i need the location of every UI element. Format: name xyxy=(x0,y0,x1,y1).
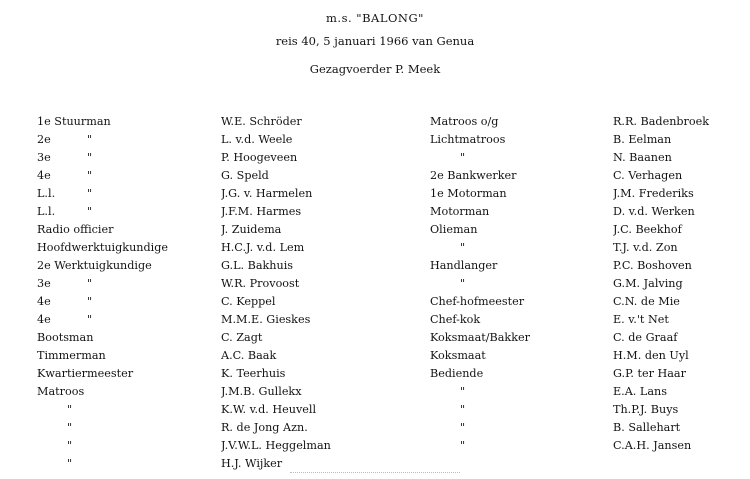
rank-label: Kwartiermeester xyxy=(37,367,134,380)
right-rank-cell xyxy=(430,239,630,257)
left-crew-name: C. Zagt xyxy=(221,331,263,344)
left-crew-name: J.M.B. Gullekx xyxy=(221,385,302,398)
left-rank-cell xyxy=(37,185,237,203)
ditto-mark: " xyxy=(460,277,466,290)
right-crew-name: E.A. Lans xyxy=(613,385,667,398)
right-crew-name: P.C. Boshoven xyxy=(613,259,692,272)
left-crew-name: H.J. Wijker xyxy=(221,457,283,470)
left-rank-cell xyxy=(37,167,237,185)
left-rank-cell xyxy=(37,437,237,455)
rank-label: Bootsman xyxy=(37,331,94,344)
rank-label: 2e xyxy=(37,133,51,146)
rank-label: 4e xyxy=(37,295,51,308)
right-rank-cell xyxy=(430,419,630,437)
left-rank-cell xyxy=(37,203,237,221)
left-crew-name: R. de Jong Azn. xyxy=(221,421,308,434)
left-crew-name: K. Teerhuis xyxy=(221,367,286,380)
left-crew-name: A.C. Baak xyxy=(221,349,277,362)
left-rank-cell xyxy=(37,113,237,131)
left-crew-name: J.F.M. Harmes xyxy=(221,205,302,218)
left-crew-name: M.M.E. Gieskes xyxy=(221,313,311,326)
left-crew-name: W.E. Schröder xyxy=(221,115,302,128)
ditto-mark: " xyxy=(87,277,93,290)
rank-label: Timmerman xyxy=(37,349,106,362)
left-crew-name: W.R. Provoost xyxy=(221,277,300,290)
right-rank-cell xyxy=(430,185,630,203)
ditto-mark: " xyxy=(67,421,73,434)
rank-label: 3e xyxy=(37,151,51,164)
left-name-column xyxy=(221,113,421,473)
rank-label: Olieman xyxy=(430,223,478,236)
ditto-mark: " xyxy=(460,403,466,416)
right-rank-cell xyxy=(430,401,630,419)
right-crew-name: C.N. de Mie xyxy=(613,295,680,308)
right-crew-name: R.R. Badenbroek xyxy=(613,115,710,128)
ditto-mark: " xyxy=(87,313,93,326)
rank-label: 1e Stuurman xyxy=(37,115,111,128)
ditto-mark: " xyxy=(460,421,466,434)
ditto-mark: " xyxy=(87,205,93,218)
right-name-column xyxy=(613,113,750,455)
page-footer-fragment xyxy=(290,472,460,479)
right-rank-cell xyxy=(430,275,630,293)
ditto-mark: " xyxy=(87,169,93,182)
rank-label: Koksmaat xyxy=(430,349,486,362)
right-rank-cell xyxy=(430,329,630,347)
captain-line: Gezagvoerder P. Meek xyxy=(309,62,441,76)
left-crew-name: P. Hoogeveen xyxy=(221,151,298,164)
rank-label: 2e Werktuigkundige xyxy=(37,259,152,272)
left-rank-cell xyxy=(37,293,237,311)
right-crew-name: C. Verhagen xyxy=(613,169,683,182)
left-crew-name: J.V.W.L. Heggelman xyxy=(221,439,331,452)
right-rank-cell xyxy=(430,203,630,221)
right-rank-cell xyxy=(430,311,630,329)
right-rank-cell xyxy=(430,293,630,311)
rank-label: Radio officier xyxy=(37,223,114,236)
right-rank-cell xyxy=(430,167,630,185)
right-rank-cell xyxy=(430,131,630,149)
left-rank-cell xyxy=(37,257,237,275)
right-crew-name: J.C. Beekhof xyxy=(613,223,682,236)
rank-label: Chef-hofmeester xyxy=(430,295,525,308)
rank-label: Hoofdwerktuigkundige xyxy=(37,241,169,254)
ditto-mark: " xyxy=(87,133,93,146)
right-crew-name: G.M. Jalving xyxy=(613,277,683,290)
right-crew-name: D. v.d. Werken xyxy=(613,205,695,218)
rank-label: 4e xyxy=(37,313,51,326)
right-rank-cell xyxy=(430,383,630,401)
rank-label: Matroos xyxy=(37,385,85,398)
rank-label: Chef-kok xyxy=(430,313,481,326)
right-rank-cell xyxy=(430,113,630,131)
left-rank-column xyxy=(37,113,237,473)
ditto-mark: " xyxy=(460,385,466,398)
rank-label: Bediende xyxy=(430,367,484,380)
left-crew-name: J. Zuidema xyxy=(221,223,282,236)
ditto-mark: " xyxy=(87,295,93,308)
rank-label: Matroos o/g xyxy=(430,115,499,128)
left-crew-name: G. Speld xyxy=(221,169,269,182)
ditto-mark: " xyxy=(87,187,93,200)
left-rank-cell xyxy=(37,455,237,473)
right-crew-name: B. Eelman xyxy=(613,133,672,146)
left-rank-cell xyxy=(37,149,237,167)
right-crew-name: B. Sallehart xyxy=(613,421,681,434)
ship-title: m.s. "BALONG" xyxy=(326,11,424,25)
ditto-mark: " xyxy=(67,403,73,416)
ditto-mark: " xyxy=(67,457,73,470)
right-rank-cell xyxy=(430,221,630,239)
rank-label: 1e Motorman xyxy=(430,187,507,200)
right-crew-name: E. v.'t Net xyxy=(613,313,669,326)
left-rank-cell xyxy=(37,347,237,365)
left-crew-name: H.C.J. v.d. Lem xyxy=(221,241,305,254)
right-rank-cell xyxy=(430,437,630,455)
right-crew-name: N. Baanen xyxy=(613,151,672,164)
right-crew-name: J.M. Frederiks xyxy=(613,187,694,200)
left-crew-name: K.W. v.d. Heuvell xyxy=(221,403,317,416)
right-rank-cell xyxy=(430,347,630,365)
rank-label: Motorman xyxy=(430,205,490,218)
right-crew-name: C.A.H. Jansen xyxy=(613,439,692,452)
rank-label: L.l. xyxy=(37,187,56,200)
left-rank-cell xyxy=(37,221,237,239)
left-crew-name: J.G. v. Harmelen xyxy=(221,187,313,200)
right-crew-name: G.P. ter Haar xyxy=(613,367,686,380)
rank-label: Handlanger xyxy=(430,259,498,272)
ditto-mark: " xyxy=(460,439,466,452)
left-rank-cell xyxy=(37,275,237,293)
left-rank-cell xyxy=(37,383,237,401)
rank-label: 2e Bankwerker xyxy=(430,169,517,182)
ditto-mark: " xyxy=(460,241,466,254)
left-crew-name: L. v.d. Weele xyxy=(221,133,293,146)
rank-label: L.l. xyxy=(37,205,56,218)
left-rank-cell xyxy=(37,419,237,437)
left-rank-cell xyxy=(37,329,237,347)
right-crew-name: Th.P.J. Buys xyxy=(613,403,679,416)
rank-label: Lichtmatroos xyxy=(430,133,506,146)
right-crew-name: T.J. v.d. Zon xyxy=(613,241,678,254)
left-rank-cell xyxy=(37,131,237,149)
voyage-line: reis 40, 5 januari 1966 van Genua xyxy=(275,34,475,48)
rank-label: 3e xyxy=(37,277,51,290)
left-rank-cell xyxy=(37,401,237,419)
left-rank-cell xyxy=(37,365,237,383)
left-rank-cell xyxy=(37,311,237,329)
right-crew-name: C. de Graaf xyxy=(613,331,678,344)
right-crew-name: H.M. den Uyl xyxy=(613,349,689,362)
left-crew-name: G.L. Bakhuis xyxy=(221,259,294,272)
ditto-mark: " xyxy=(460,151,466,164)
right-rank-cell xyxy=(430,149,630,167)
ditto-mark: " xyxy=(67,439,73,452)
rank-label: 4e xyxy=(37,169,51,182)
left-rank-cell xyxy=(37,239,237,257)
left-crew-name: C. Keppel xyxy=(221,295,276,308)
ditto-mark: " xyxy=(87,151,93,164)
right-rank-cell xyxy=(430,257,630,275)
right-rank-cell xyxy=(430,365,630,383)
right-rank-column xyxy=(430,113,630,455)
rank-label: Koksmaat/Bakker xyxy=(430,331,530,344)
